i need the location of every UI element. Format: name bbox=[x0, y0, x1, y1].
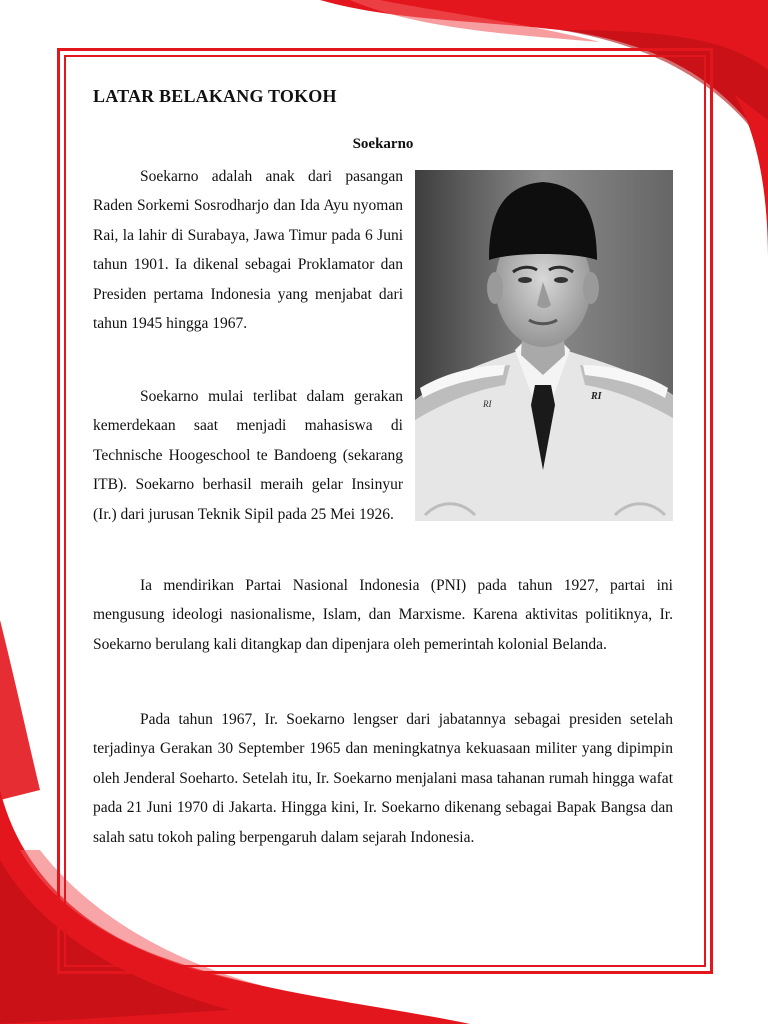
paragraph-4: Pada tahun 1967, Ir. Soekarno lengser dari jabatannya sebagai presiden setelah terjadinya Gerakan 30 September 1965 dan meningkatnya kekuasaan militer yang dipimpin oleh Jenderal Soeharto. Setelah itu, Ir. Soekarno menjalani masa tahanan rumah hingga wafat pada 21 Juni 1970 di Jakarta. Hingga kini, Ir. Soekarno dikenang sebagai Bapak Bangsa dan salah satu tokoh paling berpengaruh dalam sejarah Indonesia. bbox=[93, 711, 673, 846]
paragraph-2: Soekarno mulai terlibat dalam gerakan kemerdekaan saat menjadi mahasiswa di Technische Hoogeschool te Bandoeng (sekarang ITB). Soekarno berhasil meraih gelar Insinyur (Ir.) dari jurusan Teknik Sipil pada 25 Mei 1926. bbox=[93, 388, 403, 523]
paragraph-3: Ia mendirikan Partai Nasional Indonesia (PNI) pada tahun 1927, partai ini mengusung ideologi nasionalisme, Islam, dan Marxisme. Karena aktivitas politiknya, Ir. Soekarno berulang kali ditangkap dan dipenjara oleh pemerintah kolonial Belanda. bbox=[93, 577, 673, 653]
paragraph-1: Soekarno adalah anak dari pasangan Raden Sorkemi Sosrodharjo dan Ida Ayu nyoman Rai, la lahir di Surabaya, Jawa Timur pada 6 Juni tahun 1901. Ia dikenal sebagai Proklamator dan Presiden pertama Indonesia yang menjabat dari tahun 1945 hingga 1967. bbox=[93, 168, 403, 333]
collar-insignia-left: RI bbox=[483, 399, 492, 409]
collar-insignia-right: RI bbox=[591, 391, 602, 402]
right-edge-red bbox=[735, 95, 768, 260]
portrait-photo bbox=[415, 170, 673, 521]
document-heading: LATAR BELAKANG TOKOH bbox=[93, 86, 337, 106]
left-edge-red bbox=[0, 620, 40, 800]
document-subtitle: Soekarno bbox=[352, 136, 414, 152]
